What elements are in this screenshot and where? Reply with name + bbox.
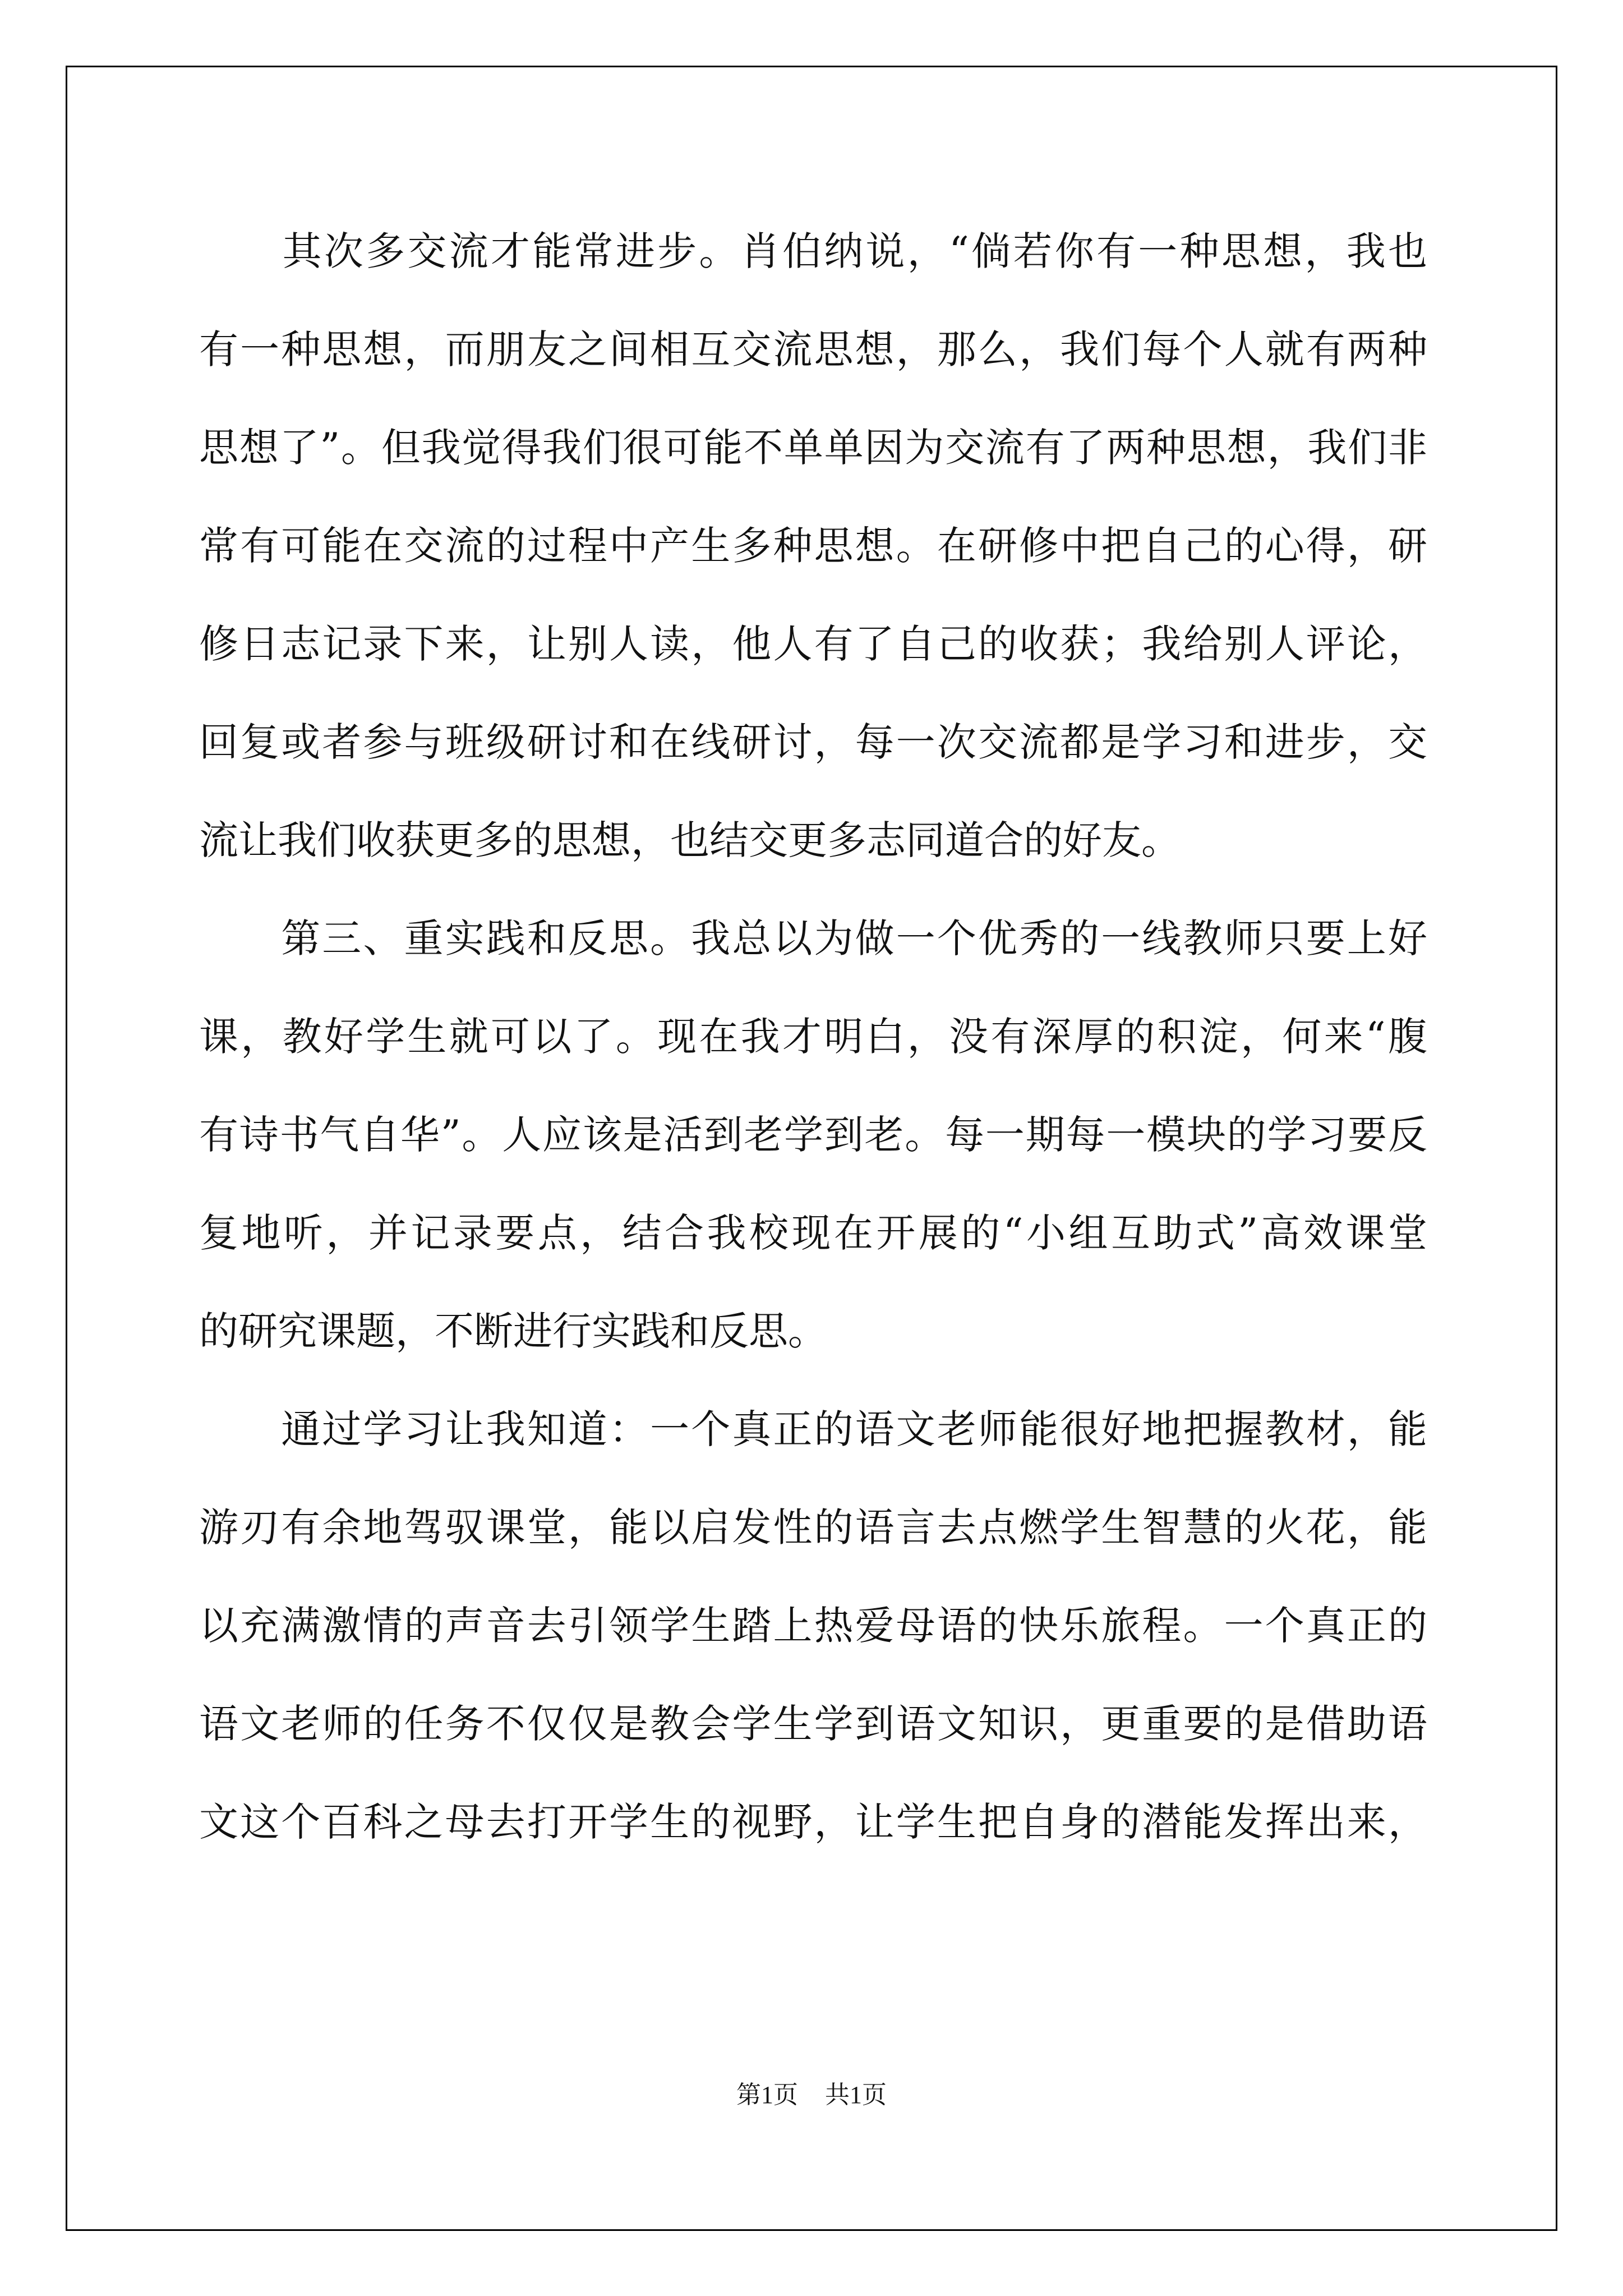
text-line: 思想了”。但我觉得我们很可能不单单因为交流有了两种思想，我们非 bbox=[199, 425, 1427, 471]
text-line: 修日志记录下来，让别人读，他人有了自己的收获；我给别人评论， bbox=[199, 621, 1427, 667]
text-line: 课，教好学生就可以了。现在我才明白，没有深厚的积淀，何来“腹 bbox=[199, 1014, 1427, 1060]
text-line: 语文老师的任务不仅仅是教会学生学到语文知识，更重要的是借助语 bbox=[199, 1701, 1427, 1747]
text-line: 有诗书气自华”。人应该是活到老学到老。每一期每一模块的学习要反 bbox=[199, 1112, 1427, 1158]
page-footer bbox=[0, 2078, 1623, 2112]
text-line: 文这个百科之母去打开学生的视野，让学生把自身的潜能发挥出来， bbox=[199, 1799, 1427, 1845]
text-line: 以充满激情的声音去引领学生踏上热爱母语的快乐旅程。一个真正的 bbox=[199, 1603, 1427, 1649]
text-line: 第三、重实践和反思。我总以为做一个优秀的一线教师只要上好 bbox=[199, 915, 1427, 961]
text-line: 常有可能在交流的过程中产生多种思想。在研修中把自己的心得，研 bbox=[199, 523, 1427, 569]
text-line: 其次多交流才能常进步。肖伯纳说，“倘若你有一种思想，我也 bbox=[199, 228, 1427, 274]
text-line: 通过学习让我知道：一个真正的语文老师能很好地把握教材，能 bbox=[199, 1406, 1427, 1452]
text-line: 有一种思想，而朋友之间相互交流思想，那么，我们每个人就有两种 bbox=[199, 326, 1427, 372]
text-line: 复地听，并记录要点，结合我校现在开展的“小组互助式”高效课堂 bbox=[199, 1210, 1427, 1256]
text-line: 流让我们收获更多的思想，也结交更多志同道合的好友。 bbox=[199, 817, 1181, 863]
text-line: 游刃有余地驾驭课堂，能以启发性的语言去点燃学生智慧的火花，能 bbox=[199, 1504, 1427, 1550]
page-total: 共1页 bbox=[825, 2081, 887, 2109]
page-number: 第1页 bbox=[736, 2081, 798, 2109]
text-line: 回复或者参与班级研讨和在线研讨，每一次交流都是学习和进步，交 bbox=[199, 719, 1427, 765]
text-line: 的研究课题，不断进行实践和反思。 bbox=[199, 1308, 827, 1354]
